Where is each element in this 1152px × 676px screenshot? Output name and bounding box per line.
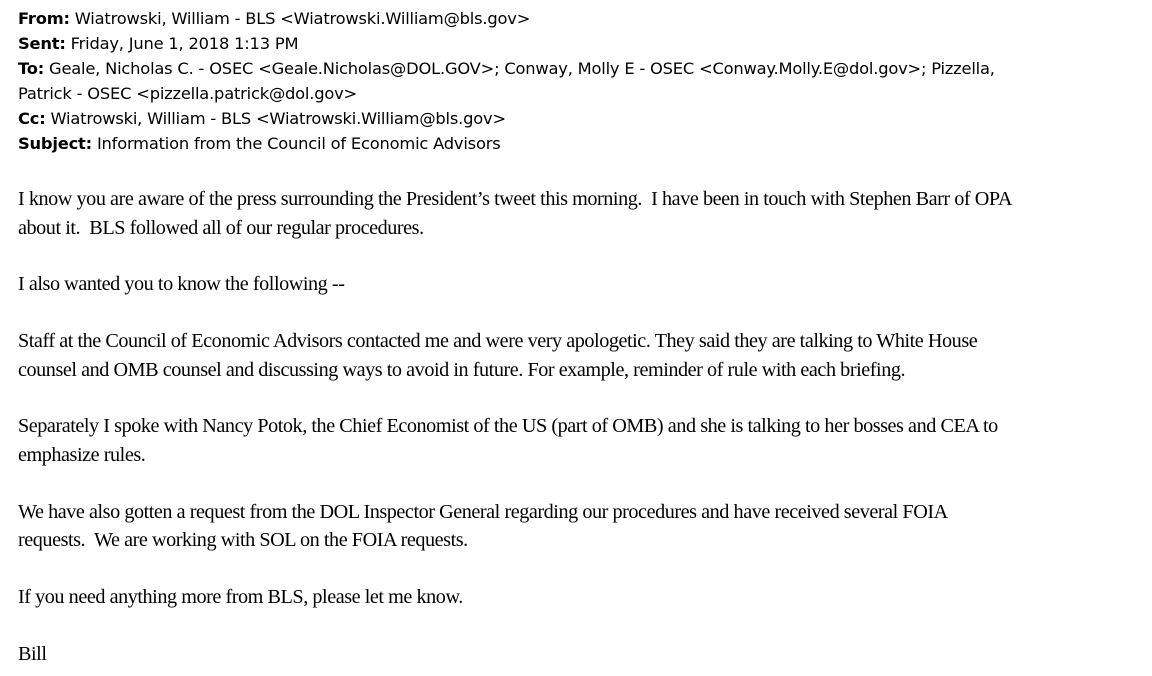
to-label: To: bbox=[18, 59, 45, 78]
body-paragraph bbox=[18, 270, 1138, 299]
paragraph-line: requests. We are working with SOL on the FOIA requests. bbox=[18, 529, 468, 552]
signature: Bill bbox=[18, 642, 47, 665]
subject-header bbox=[18, 131, 1138, 156]
email-body bbox=[18, 185, 1138, 668]
sent-value: Friday, June 1, 2018 1:13 PM bbox=[70, 34, 299, 53]
body-paragraph bbox=[18, 327, 1138, 384]
paragraph-line: I also wanted you to know the following -- bbox=[18, 273, 345, 296]
from-label: From: bbox=[18, 9, 70, 28]
cc-header bbox=[18, 106, 1138, 131]
cc-value: Wiatrowski, William - BLS <Wiatrowski.William@bls.gov> bbox=[50, 109, 506, 128]
paragraph-line: emphasize rules. bbox=[18, 443, 146, 466]
cc-label: Cc: bbox=[18, 109, 46, 128]
paragraph-line: about it. BLS followed all of our regular procedures. bbox=[18, 216, 424, 239]
body-paragraph bbox=[18, 185, 1138, 242]
email-headers bbox=[18, 6, 1138, 156]
subject-label: Subject: bbox=[18, 134, 92, 153]
to-header bbox=[18, 56, 1138, 81]
body-paragraph bbox=[18, 412, 1138, 469]
to-value-line1: Geale, Nicholas C. - OSEC <Geale.Nicholas@DOL.GOV>; Conway, Molly E - OSEC <Conway.Molly.E@dol.gov>; Pizzella, bbox=[49, 59, 995, 78]
sent-header bbox=[18, 31, 1138, 56]
to-value-line2: Patrick - OSEC <pizzella.patrick@dol.gov> bbox=[18, 84, 358, 103]
paragraph-line: I know you are aware of the press surrounding the President’s tweet this morning. I have been in touch with Stephen Barr of OPA bbox=[18, 188, 1012, 210]
to-header-continued bbox=[18, 81, 1138, 106]
body-paragraph bbox=[18, 583, 1138, 612]
sent-label: Sent: bbox=[18, 34, 66, 53]
from-value: Wiatrowski, William - BLS <Wiatrowski.William@bls.gov> bbox=[74, 9, 531, 28]
paragraph-line: If you need anything more from BLS, please let me know. bbox=[18, 585, 463, 608]
paragraph-line: counsel and OMB counsel and discussing ways to avoid in future. For example, reminder of rule with each briefing. bbox=[18, 358, 906, 381]
paragraph-line: We have also gotten a request from the DOL Inspector General regarding our procedures and have received several FOIA bbox=[18, 500, 948, 523]
subject-value: Information from the Council of Economic Advisors bbox=[96, 134, 501, 153]
from-header bbox=[18, 6, 1138, 31]
body-paragraph bbox=[18, 498, 1138, 555]
paragraph-line: Staff at the Council of Economic Advisors contacted me and were very apologetic. They said they are talking to White House bbox=[18, 330, 978, 353]
paragraph-line: Separately I spoke with Nancy Potok, the Chief Economist of the US (part of OMB) and she is talking to her bosses and CEA to bbox=[18, 415, 998, 438]
